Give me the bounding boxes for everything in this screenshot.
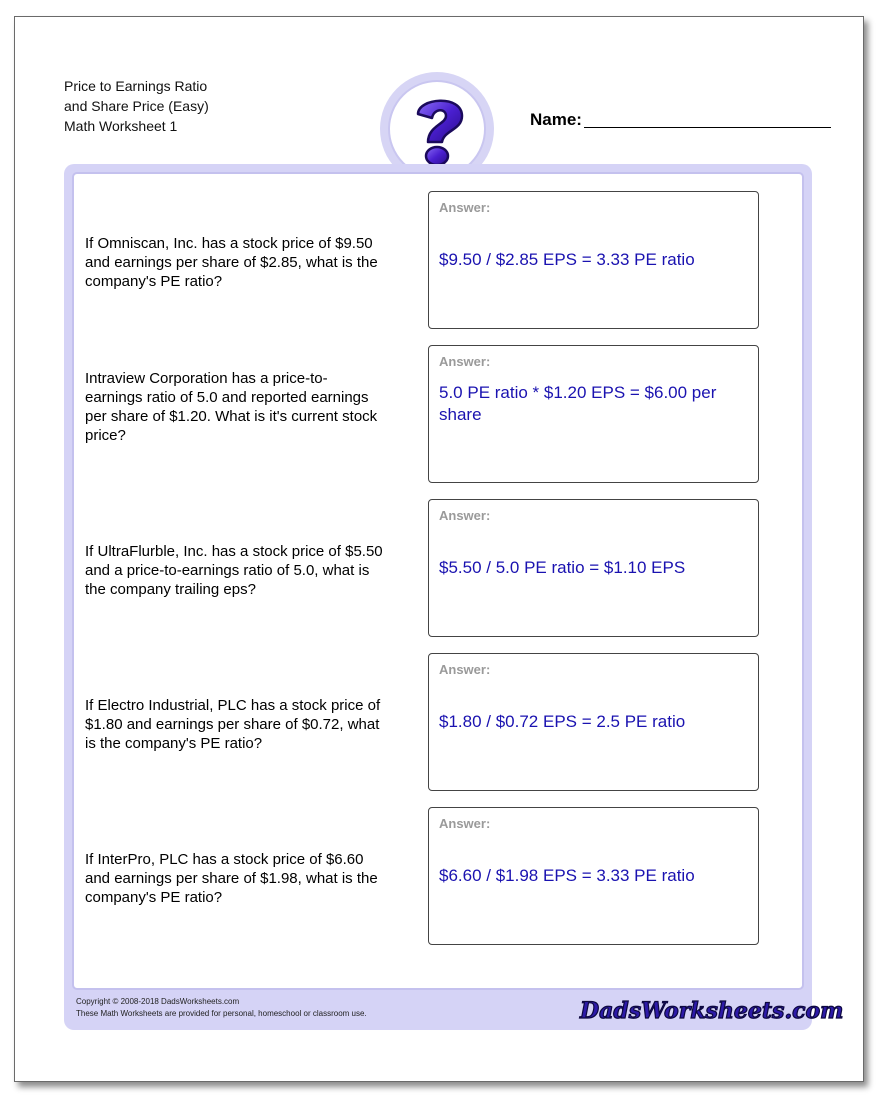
question-4: If Electro Industrial, PLC has a stock price of $1.80 and earnings per share of $0.72, what is the company's PE ratio? [85, 697, 381, 752]
answer-label: Answer: [439, 662, 491, 677]
question-mark-icon [404, 92, 474, 172]
answer-label: Answer: [439, 508, 491, 523]
title-line-2: and Share Price (Easy) [64, 98, 209, 114]
title-line-3: Math Worksheet 1 [64, 118, 178, 134]
usage-notice: These Math Worksheets are provided for personal, homeschool or classroom use. [76, 1009, 367, 1018]
svg-text:DadsWorksheets.com: DadsWorksheets.com [580, 998, 844, 1024]
answer-box-2[interactable] [428, 345, 759, 483]
answer-label: Answer: [439, 200, 491, 215]
answer-text-3: $5.50 / 5.0 PE ratio = $1.10 EPS [439, 558, 686, 577]
question-3: If UltraFlurble, Inc. has a stock price of $5.50 and a price-to-earnings ratio of 5.0, what is the company trailing eps? [85, 543, 383, 598]
answer-box-5[interactable] [428, 807, 759, 945]
footer-text [76, 996, 367, 1020]
copyright: Copyright © 2008-2018 DadsWorksheets.com [76, 997, 240, 1006]
question-2: Intraview Corporation has a price-to-earnings ratio of 5.0 and reported earnings per share of $1.20. What is it's current stock price? [85, 370, 378, 444]
answer-label: Answer: [439, 816, 491, 831]
name-field-line[interactable] [584, 127, 831, 128]
answer-box-3[interactable] [428, 499, 759, 637]
name-label: Name: [530, 110, 582, 129]
answer-text-4: $1.80 / $0.72 EPS = 2.5 PE ratio [439, 712, 686, 731]
answer-text-2: 5.0 PE ratio * $1.20 EPS = $6.00 per share [439, 383, 717, 424]
question-5: If InterPro, PLC has a stock price of $6.60 and earnings per share of $1.98, what is the company's PE ratio? [85, 851, 378, 906]
title-line-1: Price to Earnings Ratio [64, 78, 208, 94]
worksheet-title [64, 76, 209, 136]
answer-label: Answer: [439, 354, 491, 369]
question-1: If Omniscan, Inc. has a stock price of $9.50 and earnings per share of $2.85, what is the company's PE ratio? [85, 235, 378, 290]
brand-logo [576, 992, 844, 1031]
answer-box-4[interactable] [428, 653, 759, 791]
answer-box-1[interactable] [428, 191, 759, 329]
answer-text-1: $9.50 / $2.85 EPS = 3.33 PE ratio [439, 250, 695, 269]
answer-text-5: $6.60 / $1.98 EPS = 3.33 PE ratio [439, 866, 695, 885]
